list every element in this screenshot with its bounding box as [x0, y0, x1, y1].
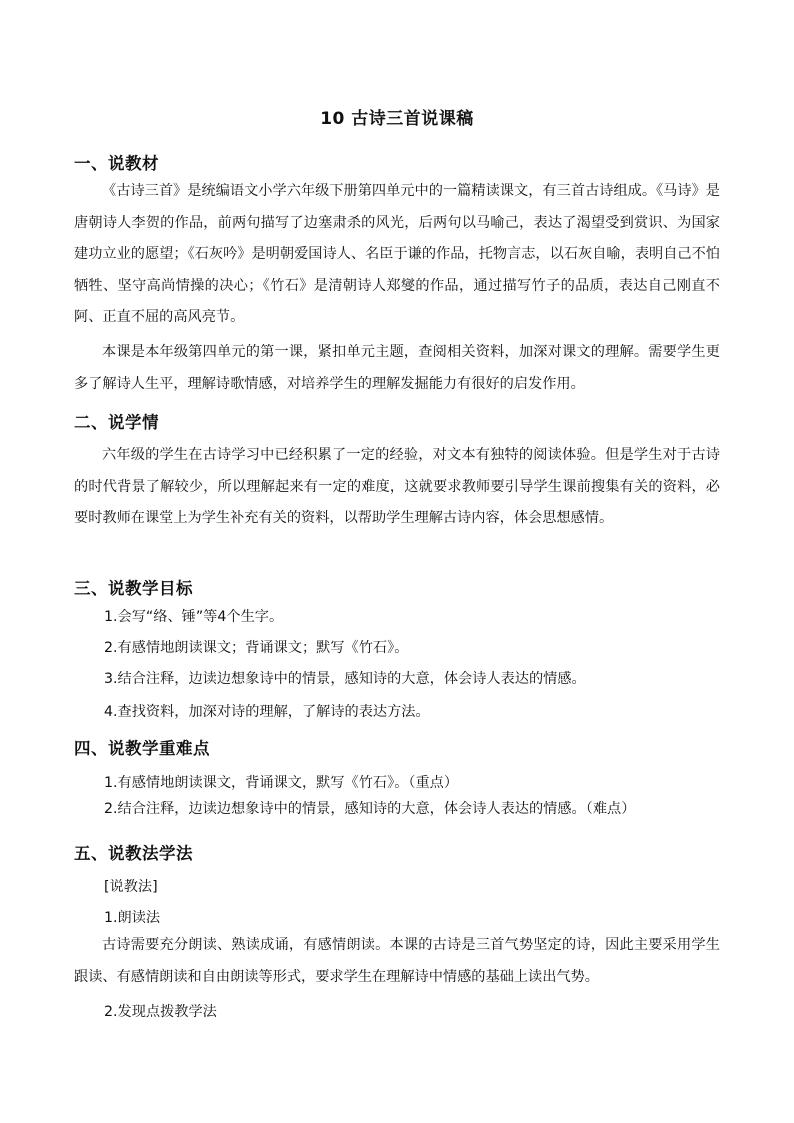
subheading-discovery-method: 2.发现点拨教学法	[104, 1004, 217, 1020]
section-heading-objectives: 三、说教学目标	[74, 579, 193, 598]
objective-item: 1.会写“络、锤”等4个生字。	[104, 609, 284, 625]
section-heading-methods: 五、说教法学法	[74, 844, 193, 863]
paragraph-reading-method: 古诗需要充分朗读、熟读成诵，有感情朗读。本课的古诗是三首气势坚定的诗，因此主要采用学生跟读、有感情朗读和自由朗读等形式，要求学生在理解诗中情感的基础上读出气势。	[74, 937, 720, 985]
section-heading-key-points: 四、说教学重难点	[74, 739, 210, 758]
section-heading-students: 二、说学情	[74, 413, 159, 432]
paragraph-textbook-lesson: 本课是本年级第四单元的第一课，紧扣单元主题，查阅相关资料，加深对课文的理解。需要学生更多了解诗人生平，理解诗歌情感，对培养学生的理解发掘能力有很好的启发作用。	[74, 344, 720, 392]
objective-item: 2.有感情地朗读课文；背诵课文；默写《竹石》。	[104, 640, 409, 656]
key-point-item: 2.结合注释，边读边想象诗中的情景，感知诗的大意，体会诗人表达的情感。（难点）	[104, 801, 636, 817]
document-title: 10 古诗三首说课稿	[320, 109, 474, 129]
objective-item: 3.结合注释，边读边想象诗中的情景，感知诗的大意，体会诗人表达的情感。	[104, 671, 586, 687]
section-heading-textbook: 一、说教材	[74, 154, 159, 173]
subheading-teaching-method: [说教法]	[104, 879, 158, 895]
subheading-reading-method: 1.朗读法	[104, 910, 161, 926]
objective-item: 4.查找资料，加深对诗的理解，了解诗的表达方法。	[104, 704, 430, 720]
paragraph-textbook-intro: 《古诗三首》是统编语文小学六年级下册第四单元中的一篇精读课文，有三首古诗组成。《马诗》是唐朝诗人李贺的作品，前两句描写了边塞肃杀的风光，后两句以马喻己，表达了渴望受到赏识、为国家建功立业的愿望；《石灰吟》是明朝爱国诗人、名臣于谦的作品，托物言志，以石灰自喻，表明自己不怕牺牲、坚守高尚情操的决心；《竹石》是清朝诗人郑燮的作品，通过描写竹子的品质，表达自己刚直不阿、正直不屈的高风亮节。	[74, 183, 720, 325]
key-point-item: 1.有感情地朗读课文，背诵课文，默写《竹石》。（重点）	[104, 775, 459, 791]
paragraph-students: 六年级的学生在古诗学习中已经积累了一定的经验，对文本有独特的阅读体验。但是学生对于古诗的时代背景了解较少，所以理解起来有一定的难度，这就要求教师要引导学生课前搜集有关的资料，必要时教师在课堂上为学生补充有关的资料，以帮助学生理解古诗内容，体会思想感情。	[74, 447, 720, 526]
